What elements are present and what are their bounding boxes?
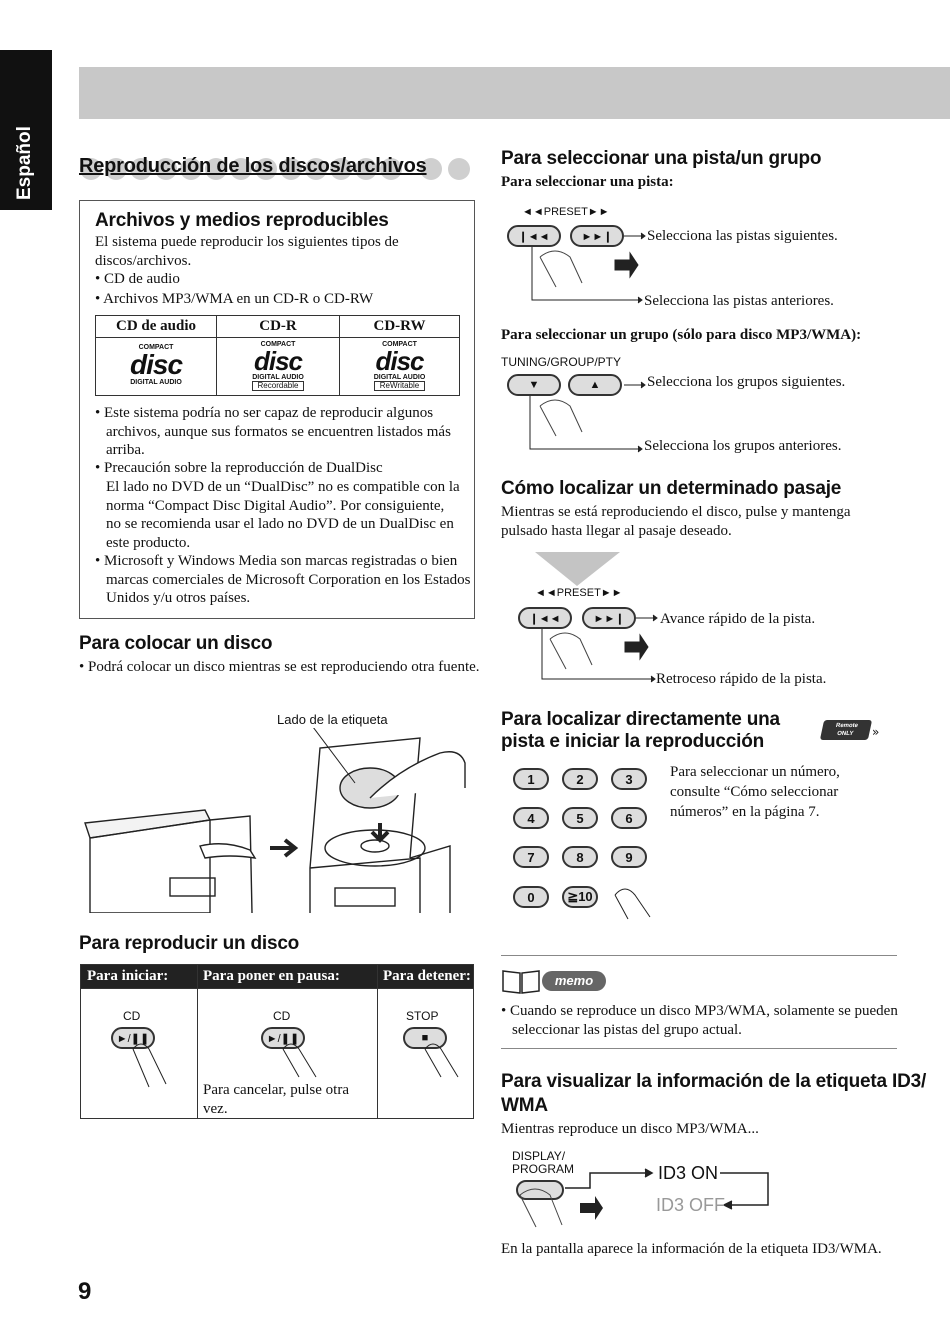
group-down-button[interactable]: ▼ xyxy=(507,374,561,396)
cd-label-pause: CD xyxy=(273,1009,291,1023)
finger-icon xyxy=(423,1039,463,1079)
display-program-label: DISPLAY/ PROGRAM xyxy=(512,1149,575,1176)
archivos-note-1: • Este sistema podría no ser capaz de reproducir algunos archivos, aunque sus formatos se encuentren listados más arriba. xyxy=(95,405,451,458)
finger-icon xyxy=(610,885,655,920)
pasaje-arrows-diagram xyxy=(510,607,660,687)
stop-label: STOP xyxy=(406,1009,439,1023)
pista-subtitle: Para seleccionar una pista: xyxy=(501,174,674,190)
language-tab-label: Español xyxy=(14,126,35,200)
id3-title-line1: Para visualizar la información de la etiqueta ID3/ xyxy=(501,1071,927,1092)
header-bar xyxy=(79,67,950,119)
fast-forward-button[interactable]: ►►❙ xyxy=(582,607,636,629)
num-key-9[interactable]: 9 xyxy=(611,846,647,868)
memo-text: • Cuando se reproduce un disco MP3/WMA, solamente se pueden seleccionar las pistas del grupo actual. xyxy=(501,1003,898,1038)
rewind-button[interactable]: ❙◄◄ xyxy=(518,607,572,629)
format-header-cdr: CD-R xyxy=(217,316,340,338)
cancel-note: Para cancelar, pulse otra vez. xyxy=(203,1082,349,1117)
id3-title-line2: WMA xyxy=(501,1095,548,1116)
grupo-prev-text: Selecciona los grupos anteriores. xyxy=(644,438,842,454)
cd-play-pause-button[interactable]: ►/❚❚ xyxy=(111,1027,155,1049)
pasaje-preset-label: ◄◄PRESET►► xyxy=(535,587,623,599)
directo-title-line1: Para localizar directamente una xyxy=(501,709,780,730)
compact-disc-rewritable-logo: COMPACT disc DIGITAL AUDIO ReWritable xyxy=(373,340,426,390)
cd-pause-button[interactable]: ►/❚❚ xyxy=(261,1027,305,1049)
remote-signal-icon: » xyxy=(872,725,880,739)
logo-cell-cd xyxy=(96,338,217,396)
reproducir-title: Para reproducir un disco xyxy=(79,933,300,954)
num-key-5[interactable]: 5 xyxy=(562,807,598,829)
num-key-4[interactable]: 4 xyxy=(513,807,549,829)
memo-bottom-divider xyxy=(501,1048,897,1049)
press-hold-arrow-icon xyxy=(535,552,620,586)
main-section-title: Reproducción de los discos/archivos xyxy=(79,155,427,177)
disc-loading-illustration xyxy=(80,728,475,913)
archivos-note-3: El lado no DVD de un “DualDisc” no es compatible con la norma “Compact Disc Digital Audio”. Por consiguiente, no se recomienda usar el lado no DVD de un DualDisc en este producto. xyxy=(106,479,460,551)
label-side-caption: Lado de la etiqueta xyxy=(277,712,388,727)
num-key-8[interactable]: 8 xyxy=(562,846,598,868)
disc-format-table xyxy=(95,315,460,396)
id3-on-label: ID3 ON xyxy=(658,1163,719,1183)
play-start-cell xyxy=(81,989,198,1119)
pista-prev-text: Selecciona las pistas anteriores. xyxy=(644,293,834,309)
num-key-0[interactable]: 0 xyxy=(513,886,549,908)
directo-text: Para seleccionar un número, consulte “Cómo seleccionar números” en la página 7. xyxy=(670,764,840,820)
preset-next-button[interactable]: ►►❙ xyxy=(570,225,624,247)
cd-label-start: CD xyxy=(123,1009,141,1023)
play-header-start: Para iniciar: xyxy=(81,965,198,989)
play-header-pause: Para poner en pausa: xyxy=(198,965,378,989)
num-key-1[interactable]: 1 xyxy=(513,768,549,790)
memo-top-divider xyxy=(501,955,897,956)
id3-footer: En la pantalla aparece la información de la etiqueta ID3/WMA. xyxy=(501,1241,882,1257)
book-icon xyxy=(501,967,541,995)
archivos-intro: El sistema puede reproducir los siguientes tipos de discos/archivos. xyxy=(95,234,399,269)
num-key-3[interactable]: 3 xyxy=(611,768,647,790)
format-header-cdrw: CD-RW xyxy=(340,316,460,338)
grupo-next-text: Selecciona los grupos siguientes. xyxy=(647,374,846,390)
archivos-bullet-2: • Archivos MP3/WMA en un CD-R o CD-RW xyxy=(95,291,374,307)
compact-disc-recordable-logo: COMPACT disc DIGITAL AUDIO Recordable xyxy=(252,340,304,390)
group-up-button[interactable]: ▲ xyxy=(568,374,622,396)
archivos-note-4: • Microsoft y Windows Media son marcas registradas o bien marcas comerciales de Microsoft Corporation en los Estados Unidos y/u otros países. xyxy=(95,553,471,606)
num-key-2[interactable]: 2 xyxy=(562,768,598,790)
memo-badge: memo xyxy=(542,971,606,991)
pasaje-title: Cómo localizar un determinado pasaje xyxy=(501,478,842,499)
grupo-arrows-diagram xyxy=(500,374,650,459)
num-key-7[interactable]: 7 xyxy=(513,846,549,868)
pista-arrows-diagram xyxy=(500,225,650,310)
play-header-stop: Para detener: xyxy=(378,965,474,989)
id3-intro: Mientras reproduce un disco MP3/WMA... xyxy=(501,1121,759,1137)
play-stop-cell xyxy=(378,989,474,1119)
num-key-6[interactable]: 6 xyxy=(611,807,647,829)
compact-disc-logo: COMPACT disc DIGITAL AUDIO xyxy=(129,344,183,386)
id3-off-label: ID3 OFF xyxy=(656,1195,726,1215)
pista-next-text: Selecciona las pistas siguientes. xyxy=(647,228,838,244)
grupo-subtitle: Para seleccionar un grupo (sólo para disco MP3/WMA): xyxy=(501,327,862,343)
page-number: 9 xyxy=(78,1278,92,1305)
tuning-label: TUNING/GROUP/PTY xyxy=(501,355,622,369)
logo-cell-cdrw xyxy=(340,338,460,396)
num-key-10plus[interactable]: ≧10 xyxy=(562,886,598,908)
pasaje-rew-text: Retroceso rápido de la pista. xyxy=(656,671,827,687)
format-header-cd: CD de audio xyxy=(96,316,217,338)
preset-prev-button[interactable]: ❙◄◄ xyxy=(507,225,561,247)
play-control-table xyxy=(80,964,474,1119)
pista-grupo-title: Para seleccionar una pista/un grupo xyxy=(501,148,822,169)
pasaje-text: Mientras se está reproduciendo el disco, pulse y mantenga pulsado hasta llegar al pasaje deseado. xyxy=(501,504,851,539)
logo-cell-cdr xyxy=(217,338,340,396)
pasaje-fwd-text: Avance rápido de la pista. xyxy=(660,611,816,627)
remote-only-badge: Remote ONLY xyxy=(820,720,872,740)
archivos-bullet-1: • CD de audio xyxy=(95,271,180,287)
id3-toggle-diagram xyxy=(510,1163,775,1233)
archivos-title: Archivos y medios reproducibles xyxy=(95,210,389,231)
colocar-title: Para colocar un disco xyxy=(79,633,273,654)
finger-icon xyxy=(281,1039,321,1079)
colocar-text: • Podrá colocar un disco mientras se est reproduciendo otra fuente. xyxy=(79,659,480,675)
play-pause-cell xyxy=(198,989,378,1119)
stop-button[interactable]: ■ xyxy=(403,1027,447,1049)
directo-title-line2: pista e iniciar la reproducción xyxy=(501,731,765,752)
language-tab xyxy=(0,50,52,210)
preset-label: ◄◄PRESET►► xyxy=(522,206,610,218)
finger-icon xyxy=(131,1039,171,1089)
archivos-note-2: • Precaución sobre la reproducción de DualDisc xyxy=(95,460,383,476)
